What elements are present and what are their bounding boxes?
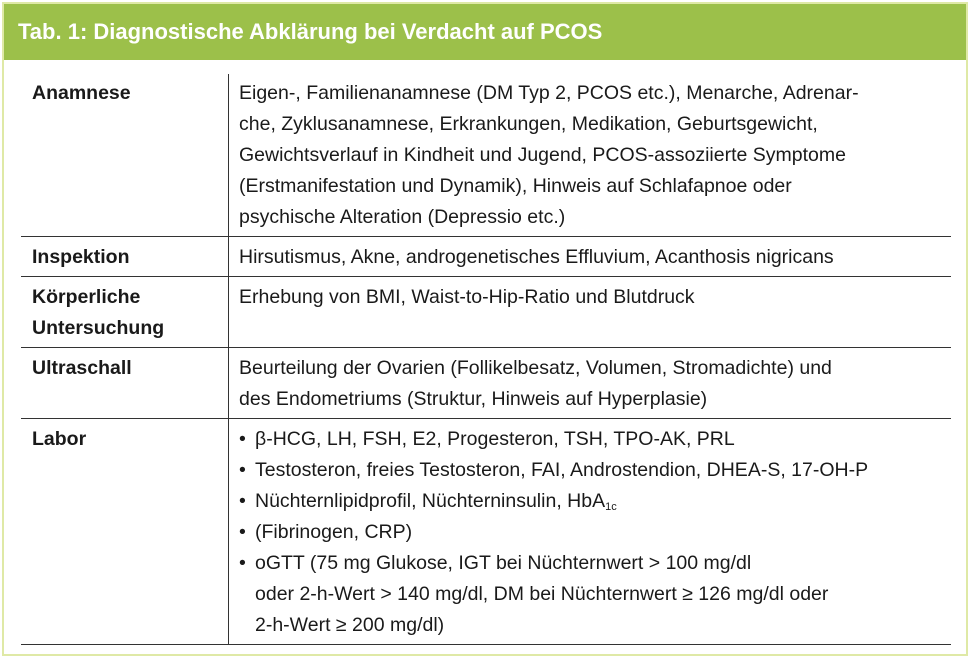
text-line: des Endometriums (Struktur, Hinweis auf Hyperplasie) [239, 388, 708, 410]
list-item-text: Testosteron, freies Testosteron, FAI, Androstendion, DHEA-S, 17-OH-P [255, 459, 869, 481]
table-row [21, 348, 951, 419]
text-line: oder 2-h-Wert > 140 mg/dl, DM bei Nüchternwert ≥ 126 mg/dl oder [255, 583, 829, 605]
subscript: 1c [605, 501, 617, 513]
row-value-anamnese [229, 74, 952, 237]
table-row [21, 277, 951, 348]
bullet-icon: • [239, 552, 246, 574]
diagnostic-table [21, 74, 951, 645]
table-row [21, 74, 951, 237]
text-line: oGTT (75 mg Glukose, IGT bei Nüchternwert > 100 mg/dl [255, 552, 752, 574]
text-line: psychische Alteration (Depressio etc.) [239, 206, 566, 228]
list-item [239, 486, 947, 517]
bullet-icon: • [239, 428, 246, 450]
row-label-anamnese: Anamnese [21, 74, 229, 237]
list-item [239, 517, 947, 548]
table-row [21, 419, 951, 645]
row-label-ultraschall: Ultraschall [21, 348, 229, 419]
row-value-inspektion [229, 237, 952, 277]
bullet-icon: • [239, 459, 246, 481]
text-line: che, Zyklusanamnese, Erkrankungen, Medikation, Geburtsgewicht, [239, 113, 818, 135]
list-item-text: Nüchternlipidprofil, Nüchterninsulin, HbA [255, 490, 606, 512]
text-line: Erhebung von BMI, Waist-to-Hip-Ratio und Blutdruck [239, 286, 695, 308]
list-item-text: (Fibrinogen, CRP) [255, 521, 413, 543]
bullet-icon: • [239, 521, 246, 543]
text-line: (Erstmanifestation und Dynamik), Hinweis auf Schlafapnoe oder [239, 175, 792, 197]
row-label-inspektion: Inspektion [21, 237, 229, 277]
text-line: Gewichtsverlauf in Kindheit und Jugend, PCOS-assoziierte Symptome [239, 144, 846, 166]
table-title: Tab. 1: Diagnostische Abklärung bei Verdacht auf PCOS [4, 4, 966, 60]
row-value-koerperliche-untersuchung [229, 277, 952, 348]
row-value-labor [229, 419, 952, 645]
row-label-labor: Labor [21, 419, 229, 645]
list-item [239, 548, 947, 641]
text-line: 2-h-Wert ≥ 200 mg/dl) [255, 614, 445, 636]
list-item-text: β-HCG, LH, FSH, E2, Progesteron, TSH, TPO-AK, PRL [255, 428, 735, 450]
row-label-koerperliche-untersuchung [21, 277, 229, 348]
bullet-icon: • [239, 490, 246, 512]
label-line: Körperliche [32, 286, 141, 308]
list-item [239, 455, 947, 486]
row-value-ultraschall [229, 348, 952, 419]
table-frame [2, 2, 968, 656]
text-line: Eigen-, Familienanamnese (DM Typ 2, PCOS etc.), Menarche, Adrenar- [239, 82, 859, 104]
list-item [239, 424, 947, 455]
text-line: Beurteilung der Ovarien (Follikelbesatz, Volumen, Stromadichte) und [239, 357, 832, 379]
table-row [21, 237, 951, 277]
text-line: Hirsutismus, Akne, androgenetisches Effluvium, Acanthosis nigricans [239, 246, 834, 268]
labor-list [239, 424, 947, 641]
label-line: Untersuchung [32, 317, 165, 339]
